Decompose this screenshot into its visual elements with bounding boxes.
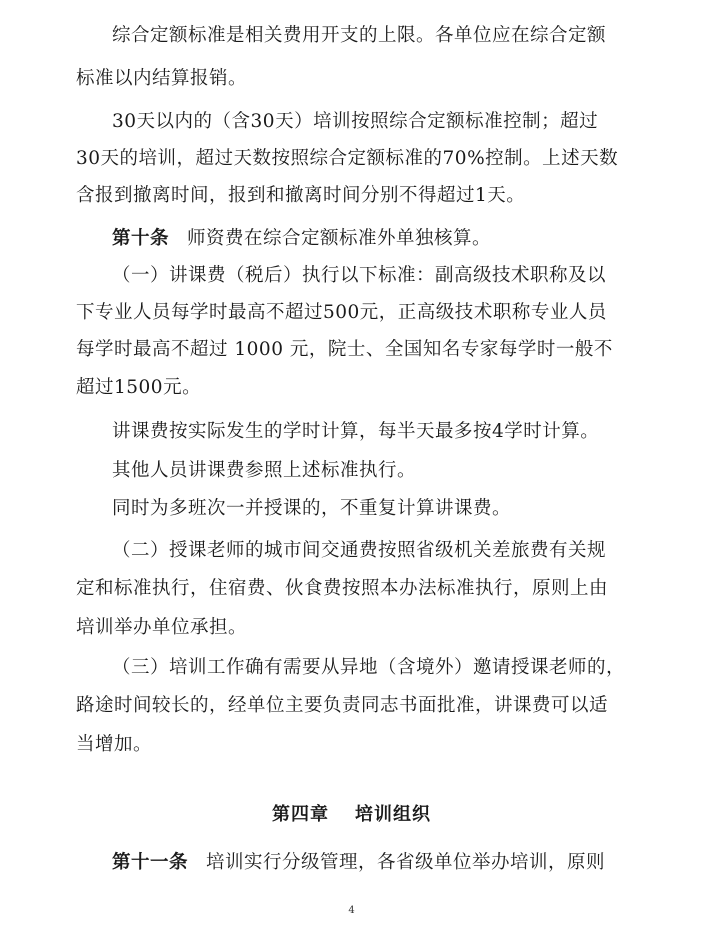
paragraph-line: 30天以内的（含30天）培训按照综合定额标准控制；超过 [112,111,599,132]
paragraph-line: 每学时最高不超过 1000 元，院士、全国知名专家每学时一般不 [76,339,613,360]
paragraph-line: 同时为多班次一并授课的，不重复计算讲课费。 [112,498,512,519]
article-11-label: 第十一条 [112,852,189,873]
article-11-line [112,851,636,875]
paragraph-line: （一）讲课费（税后）执行以下标准：副高级技术职称及以 [112,265,607,286]
paragraph-line: 30天的培训，超过天数按照综合定额标准的70%控制。上述天数 [76,148,619,169]
paragraph-line: （二）授课老师的城市间交通费按照省级机关差旅费有关规 [112,540,607,561]
paragraph-line: 标准以内结算报销。 [76,68,248,89]
paragraph-line: 当增加。 [76,734,153,755]
page-number: 4 [348,905,355,916]
chapter-title: 培训组织 [355,804,431,825]
paragraph-line: （三）培训工作确有需要从异地（含境外）邀请授课老师的， [112,657,626,678]
paragraph-line: 含报到撤离时间，报到和撤离时间分别不得超过1天。 [76,185,526,206]
paragraph-line: 定和标准执行，住宿费、伙食费按照本办法标准执行，原则上由 [76,578,609,599]
paragraph-line: 综合定额标准是相关费用开支的上限。各单位应在综合定额 [112,25,607,46]
paragraph-line: 讲课费按实际发生的学时计算，每半天最多按4学时计算。 [112,421,600,442]
article-10-text: 师资费在综合定额标准外单独核算。 [187,228,492,249]
chapter-heading [0,803,703,827]
paragraph-line: 培训举办单位承担。 [76,617,248,638]
article-11-text: 培训实行分级管理，各省级单位举办培训，原则 [206,852,606,873]
article-10-label: 第十条 [112,228,170,249]
paragraph-line: 下专业人员每学时最高不超过500元，正高级技术职称专业人员 [76,302,607,323]
article-10-line [112,227,636,251]
paragraph-line: 其他人员讲课费参照上述标准执行。 [112,460,417,481]
paragraph-line: 超过1500元。 [76,377,202,398]
chapter-number: 第四章 [272,804,329,825]
paragraph-line: 路途时间较长的，经单位主要负责同志书面批准，讲课费可以适 [76,695,609,716]
